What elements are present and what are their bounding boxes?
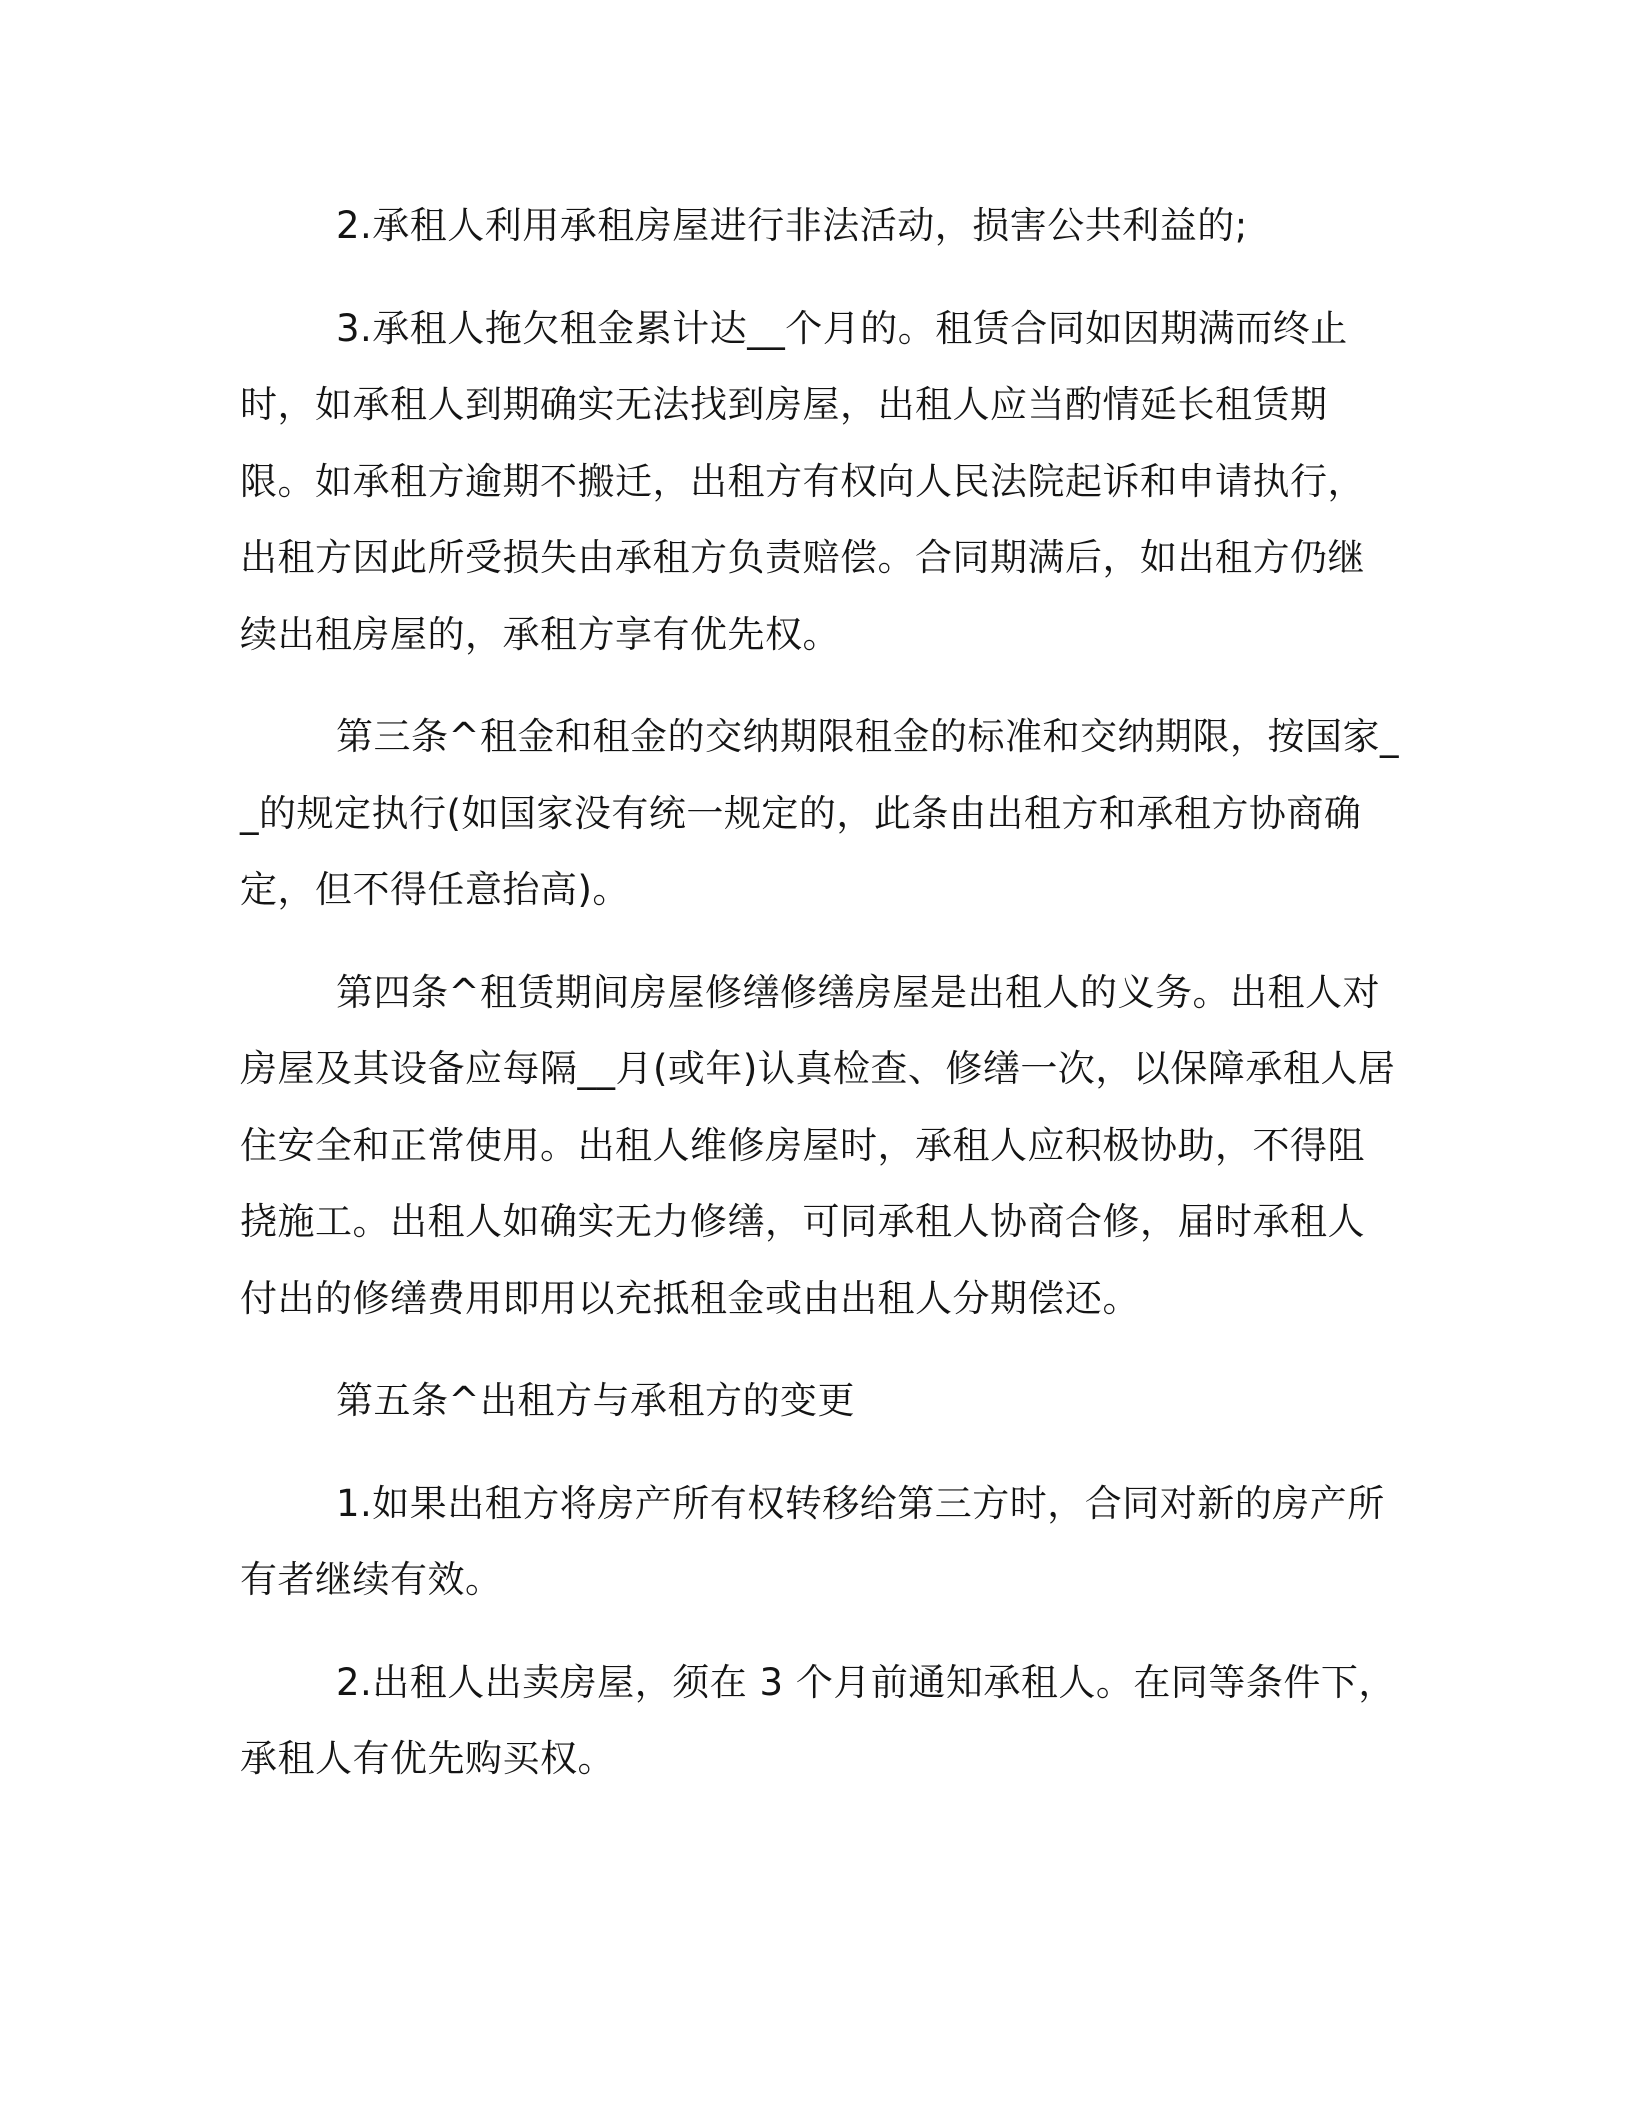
paragraph-article-5-item-2: 2.出租人出卖房屋，须在 3 个月前通知承租人。在同等条件下，承租人有优先购买权。	[240, 1660, 1396, 1780]
paragraph-clause-2-item-2: 2.承租人利用承租房屋进行非法活动，损害公共利益的;	[336, 204, 1248, 247]
paragraph-article-4: 第四条^租赁期间房屋修缮修缮房屋是出租人的义务。出租人对房屋及其设备应每隔__月(或年)认真检查、修缮一次，以保障承租人居住安全和正常使用。出租人维修房屋时，承租人应积极协助，不得阻挠施工。出租人如确实无力修缮，可同承租人协商合修，届时承租人付出的修缮费用即用以充抵租金或由出租人分期偿还。	[240, 970, 1396, 1320]
document-body	[240, 188, 1400, 1824]
paragraph-clause-2-item-3: 3.承租人拖欠租金累计达__个月的。租赁合同如因期满而终止时，如承租人到期确实无法找到房屋，出租人应当酌情延长租赁期限。如承租方逾期不搬迁，出租方有权向人民法院起诉和申请执行，出租方因此所受损失由承租方负责赔偿。合同期满后，如出租方仍继续出租房屋的，承租方享有优先权。	[240, 306, 1365, 656]
paragraph-article-5-item-1: 1.如果出租方将房产所有权转移给第三方时，合同对新的房产所有者继续有效。	[240, 1481, 1385, 1601]
paragraph-article-5-heading: 第五条^出租方与承租方的变更	[336, 1379, 856, 1422]
paragraph-article-3: 第三条^租金和租金的交纳期限租金的标准和交纳期限，按国家__的规定执行(如国家没有统一规定的，此条由出租方和承租方协商确定，但不得任意抬高)。	[240, 715, 1400, 911]
